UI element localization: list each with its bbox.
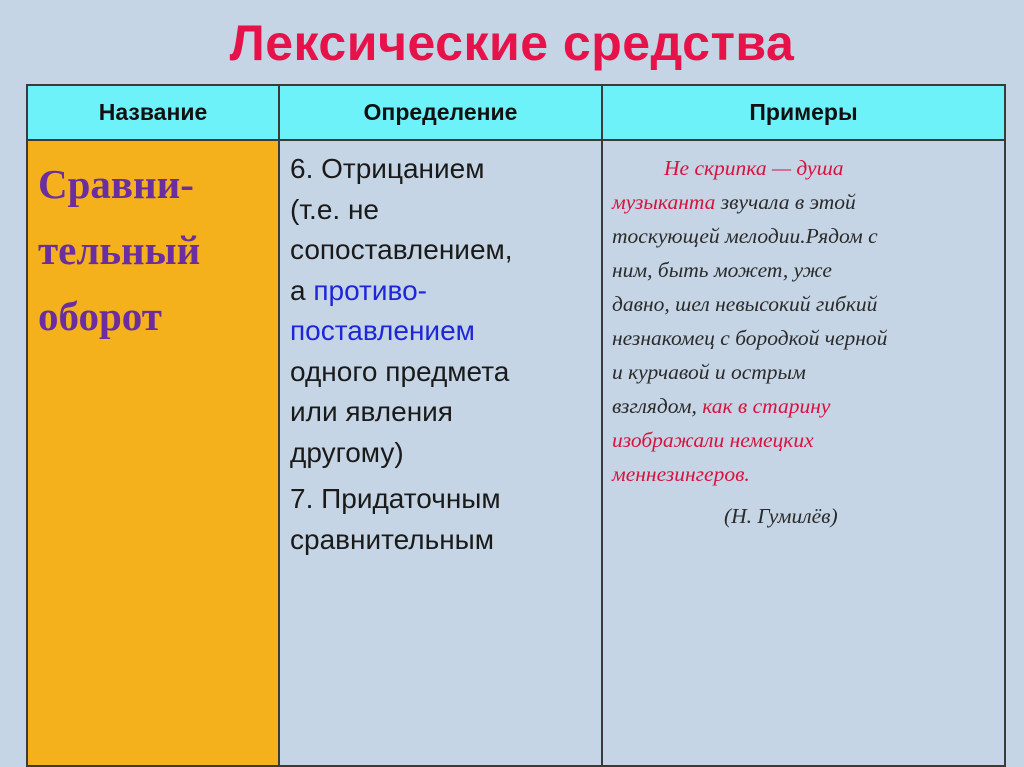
example-text (612, 151, 1002, 533)
def-line (290, 271, 595, 312)
definition-text (290, 149, 595, 560)
example-line: и курчавой и острым (612, 360, 806, 384)
column-divider (601, 86, 603, 765)
def-line: 7. Придаточным (290, 483, 501, 514)
example-author: (Н. Гумилёв) (724, 504, 838, 528)
def-line: одного предмета (290, 355, 510, 387)
term-line: тельный (38, 227, 201, 273)
def-line: (т.е. не (290, 193, 379, 225)
def-line: 6. Отрицанием (290, 153, 485, 184)
example-line: незнакомец с бородкой черной (612, 326, 888, 350)
def-text: а (290, 274, 314, 306)
term-line: оборот (38, 293, 162, 339)
example-text-span: звучала в этой (715, 190, 856, 214)
example-line: ним, быть может, уже (612, 258, 832, 282)
example-highlight-line: меннезингеров. (612, 462, 750, 486)
header-examples: Примеры (603, 86, 1004, 141)
example-highlight: как в старину (702, 394, 831, 418)
header-definition: Определение (280, 86, 601, 141)
example-highlight: музыканта (612, 190, 716, 214)
def-highlight: противо- (313, 274, 427, 306)
example-line (612, 389, 1002, 423)
example-text-span: взглядом, (612, 394, 703, 418)
example-highlight-line: изображали немецких (612, 428, 814, 452)
def-line: сопоставлением, (290, 234, 513, 265)
term-line: Сравни- (38, 161, 194, 207)
def-line: сравнительным (290, 523, 495, 555)
example-line: давно, шел невысокий гибкий (612, 292, 878, 316)
header-name: Название (28, 86, 278, 141)
column-divider (278, 86, 280, 765)
slide-title: Лексические средства (229, 15, 795, 71)
example-line: тоскующей мелодии.Рядом с (612, 224, 878, 248)
term-text (38, 151, 273, 349)
example-line (612, 185, 1002, 219)
term-cell (28, 141, 278, 765)
def-line: или явления (290, 396, 453, 427)
lexical-table (26, 84, 1006, 767)
definition-cell (280, 141, 601, 765)
example-cell (603, 141, 1004, 765)
def-highlight-line: поставлением (290, 315, 475, 346)
example-line: Не скрипка — душа (664, 156, 844, 180)
def-line: другому) (290, 436, 404, 468)
